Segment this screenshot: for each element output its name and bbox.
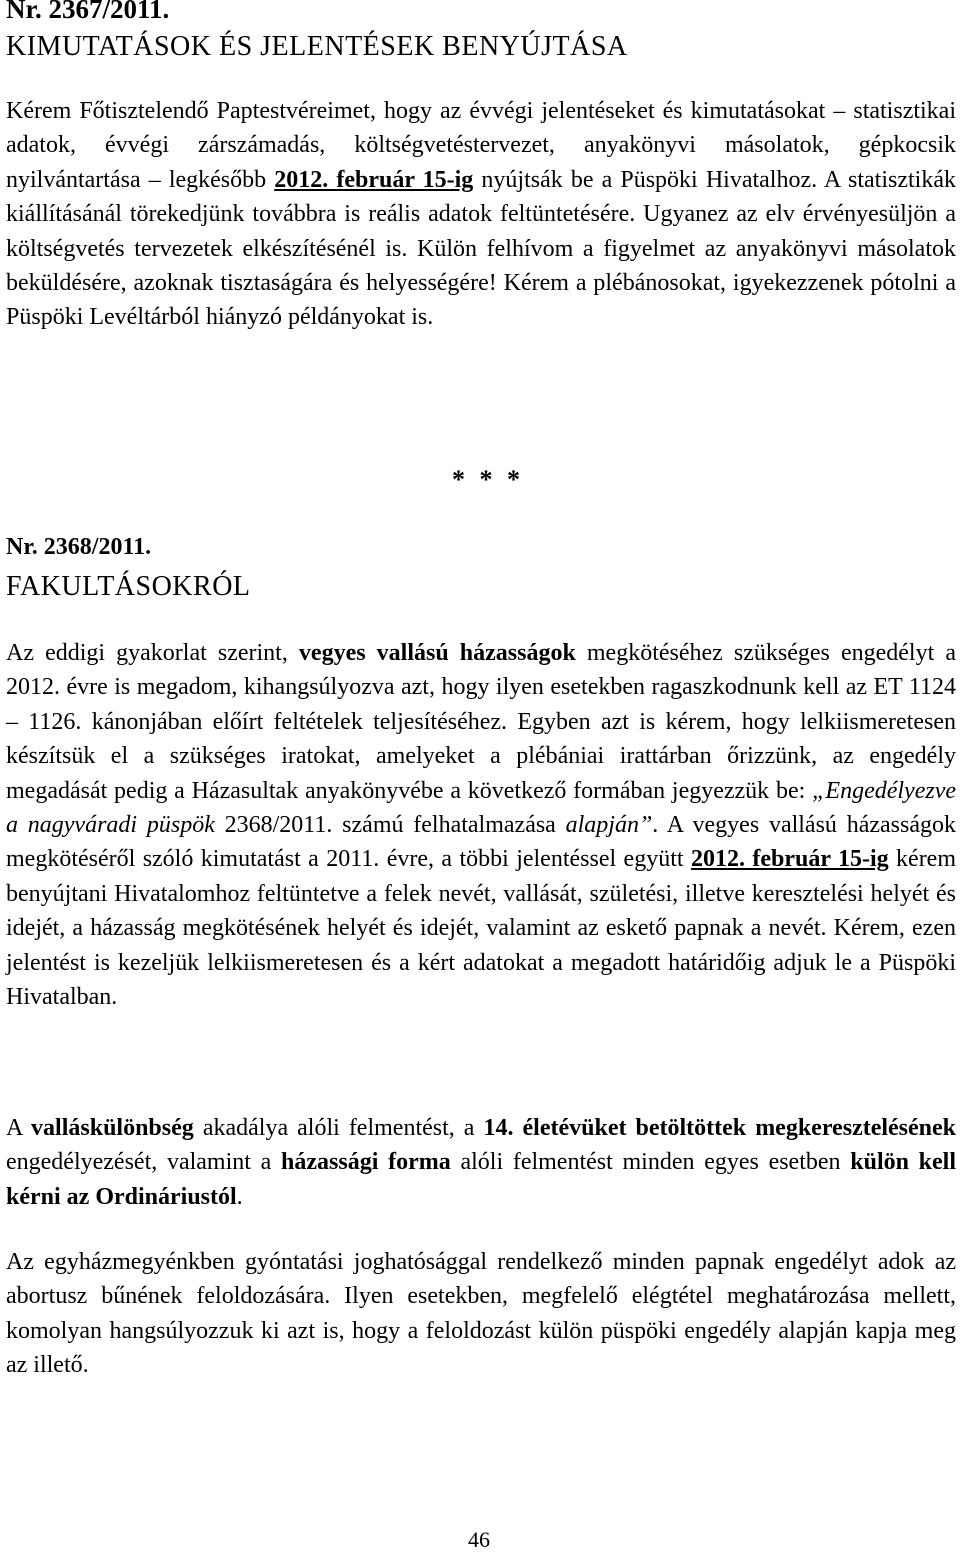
deadline-date: 2012. február 15-ig [274,166,474,193]
bold-phrase: külön kell kérni az Ordináriustól [6,1149,957,1210]
paragraph-text: A [6,1115,32,1141]
bold-phrase: vegyes vallású házasságok [298,640,576,666]
paragraph-text: . [236,1183,243,1210]
paragraph-text: kérem benyújtani Hivatalomhoz feltüntetve a felek nevét, vallását, születési, illetve keresztelési helyét és idejét, a házasság megkötésének helyét és idejét, valamint az eskető papnak a nevét. Kérem, ezen jelentést is kezeljük lelkiismeretesen és a kért adatokat a megadott határidőig adjuk le a Püspöki Hivatalban. [6,846,957,1011]
decree-number-2367: Nr. 2367/2011. [6,0,170,24]
italic-phrase: alapján” [565,812,653,839]
paragraph-text: engedélyezését, valamint a [6,1149,282,1176]
paragraph-dispensations [6,1111,956,1214]
paragraph-text: akadálya alóli felmentést, a [193,1115,484,1141]
page-number: 46 [468,1527,490,1552]
paragraph-mixed-marriages [6,636,956,1014]
section-title-kimutatasok: KIMUTATÁSOK ÉS JELENTÉSEK BENYÚJTÁSA [6,31,628,62]
paragraph-abortion-absolution: Az egyházmegyénkben gyóntatási joghatósággal rendelkező minden papnak engedélyt adok az abortusz bűnének feloldozására. Ilyen esetekben, megfelelő elégtétel meghatározása mellett, komolyan hangsúlyozzuk ki azt is, hogy a feloldozást külön püspöki engedély alapján kapja meg az illető. [6,1249,956,1379]
paragraph-reports-submission [6,94,956,335]
bold-phrase: 14. életévüket betöltöttek megkeresztelésének [483,1115,957,1141]
bold-phrase: házassági forma [281,1149,451,1176]
section-separator: * * * [452,465,524,494]
decree-number-2368: Nr. 2368/2011. [6,534,152,560]
italic-phrase: „Engedélyezve a nagyváradi püspök [6,777,956,839]
paragraph-text: megkötéséhez szükséges engedélyt a 2012. évre is megadom, kihangsúlyozva azt, hogy ilyen esetekben ragaszkodnunk kell az ET 1124 – 1126. kánonjában előírt feltételek teljesítéséhez. Egyben azt is kérem, hogy lelkiismeretesen készítsük el a szükséges iratokat, amelyeket a plébániai irattárban őrizzünk, az engedély megadását pedig a Házasultak anyakönyvébe a következő formában jegyezzük be: [6,640,956,804]
paragraph-text: . A vegyes vallású házasságok megkötéséről szóló kimutatást a 2011. évre, a többi jelentéssel együtt [6,812,956,873]
bold-phrase: valláskülönbség [31,1115,194,1141]
paragraph-text: nyújtsák be a Püspöki Hivatalhoz. A statisztikák kiállításánál törekedjünk továbbra is reális adatok feltüntetésére. Ugyanez az elv érvényesüljön a költségvetés tervezetek elkészítésénél is. Külön felhívom a figyelmet az anyakönyvi másolatok beküldésére, azoknak tisztaságára és helyességére! Kérem a plébánosokat, igyekezzenek pótolni a Püspöki Levéltárból hiányzó példányokat is. [6,166,956,331]
paragraph-text: 2368/2011. számú felhatalmazása [214,812,566,839]
deadline-date: 2012. február 15-ig [690,846,889,873]
paragraph-text: Az eddigi gyakorlat szerint, [6,640,299,666]
paragraph-text: Kérem Főtisztelendő Paptestvéreimet, hogy az évvégi jelentéseket és kimutatásokat – statisztikai adatok, évvégi zárszámadás, költségvetéstervezet, anyakönyvi másolatok, gépkocsik nyilvántartása – legkésőbb [6,98,956,193]
paragraph-text: alóli felmentést minden egyes esetben [450,1149,851,1176]
section-title-fakultasokrol: FAKULTÁSOKRÓL [6,571,251,602]
